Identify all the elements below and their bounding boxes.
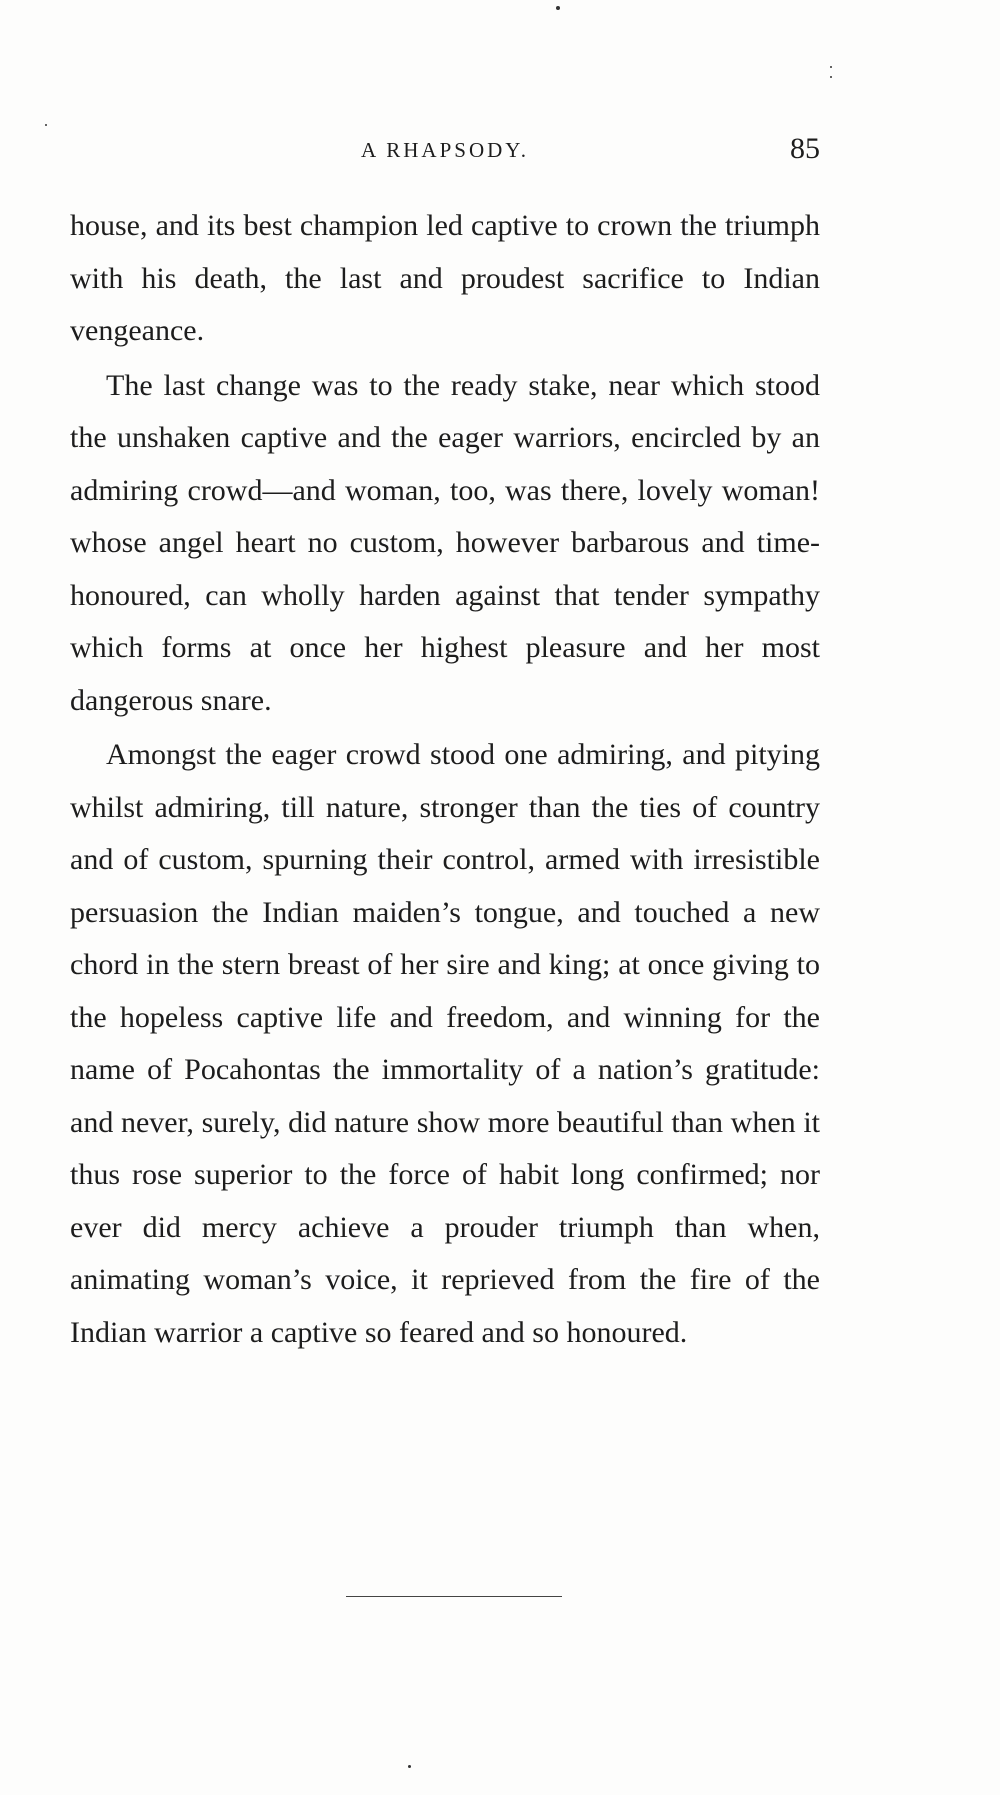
paragraph-stake: The last change was to the ready stake, near which stood the unshaken captive and the eager warriors, encircled by an admiring crowd—and woman, too, was there, lovely woman! whose angel heart no custom, however barbarous and time-honoured, can wholly harden against that tender sympathy which forms at once her highest pleasure and her most dangerous snare.: [70, 368, 820, 717]
end-rule: [346, 1596, 562, 1597]
body-text: [70, 200, 820, 1359]
paragraph-continuation: house, and its best champion led captive to crown the triumph with his death, the last and proudest sacrifice to Indian vengeance.: [70, 209, 820, 347]
paragraph-pocahontas: Amongst the eager crowd stood one admiring, and pitying whilst admiring, till nature, stronger than the ties of country and of custom, spurning their control, armed with irresistible persuasion the Indian maiden’s tongue, and touched a new chord in the stern breast of her sire and king; at once giving to the hopeless captive life and freedom, and winning for the name of Pocahontas the immortality of a nation’s gratitude: and never, surely, did nature show more beautiful than when it thus rose superior to the force of habit long confirmed; nor ever did mercy achieve a prouder triumph than when, animating woman’s voice, it reprieved from the fire of the Indian warrior a captive so feared and so honoured.: [70, 738, 820, 1349]
print-speck: [830, 76, 832, 78]
print-speck: [45, 124, 47, 126]
running-title: A RHAPSODY.: [361, 138, 529, 162]
print-speck: [556, 6, 560, 10]
print-speck: [408, 1765, 411, 1768]
running-header: [70, 132, 820, 172]
print-speck: [830, 66, 832, 68]
page-number: 85: [790, 132, 820, 165]
